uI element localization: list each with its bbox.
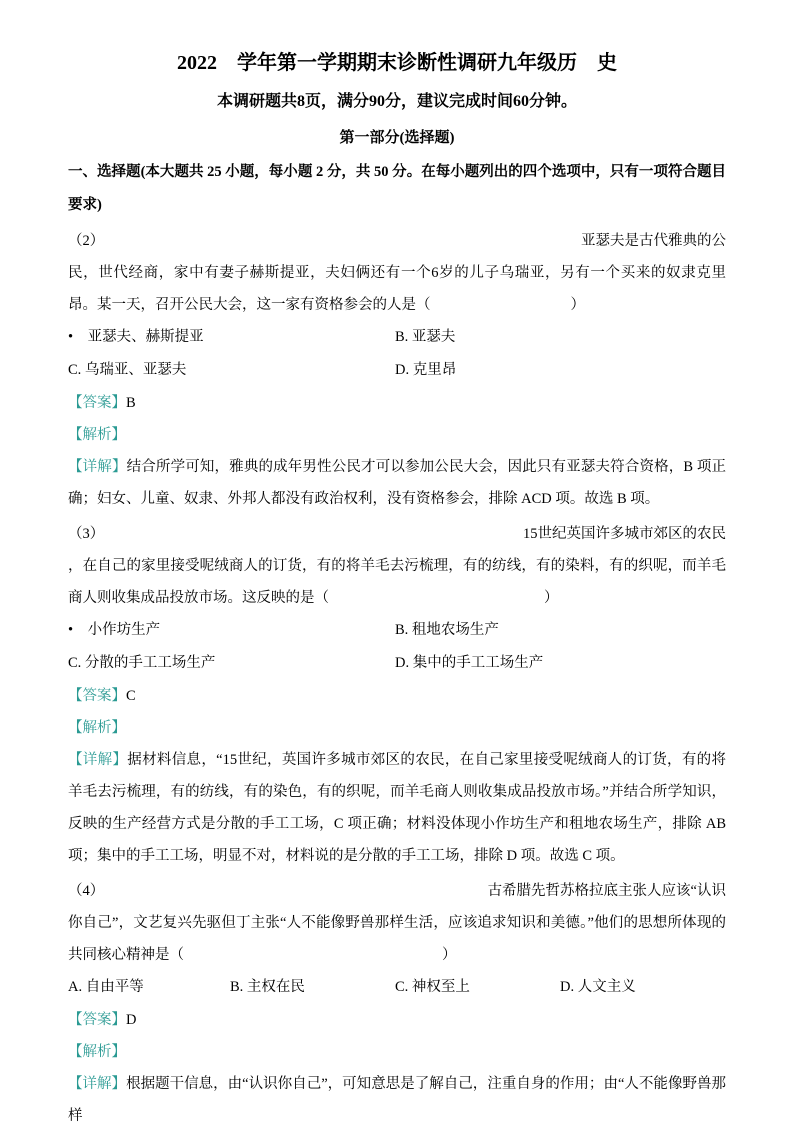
option-b: B. 主权在民	[230, 979, 305, 995]
instructions: 一、选择题(本大题共 25 小题，每小题 2 分，共 50 分。在每小题列出的四个选项中，只有一项符合题目要求)	[68, 164, 726, 213]
detail-label: 【详解】	[68, 1076, 127, 1092]
analysis-label: 【解析】	[68, 720, 126, 736]
question-stem-text: 你自己”，文艺复兴先驱但丁主张“人不能像野兽那样生活，应该追求知识和美德。”他们的思想所体现的共同核心精神是（	[68, 915, 726, 963]
analysis-label: 【解析】	[68, 427, 126, 443]
answer-blank-gap	[184, 958, 442, 959]
answer-value: B	[126, 395, 136, 411]
question-block-2	[68, 225, 726, 515]
question-lead-text: 15世纪英国许多城市郊区的农民	[523, 526, 726, 542]
page-subtitle: 本调研题共8页，满分90分，建议完成时间60分钟。	[216, 93, 577, 110]
question-block-4	[68, 875, 726, 1123]
answer-label: 【答案】	[68, 1012, 126, 1028]
answer-line	[68, 1004, 726, 1036]
option-a: • 小作坊生产	[68, 622, 161, 638]
answer-value: D	[126, 1012, 137, 1028]
question-number: （3）	[68, 526, 105, 542]
answer-blank-gap	[431, 308, 571, 309]
detail-label: 【详解】	[68, 752, 128, 768]
question-first-line	[68, 518, 726, 550]
answer-value: C	[126, 688, 136, 704]
option-b: B. 租地农场生产	[395, 622, 499, 638]
option-c: C. 神权至上	[395, 979, 470, 995]
option-a: A. 自由平等	[68, 979, 144, 995]
detail-text: 结合所学可知，雅典的成年男性公民才可以参加公民大会，因此只有亚瑟夫符合资格，B 项正确；妇女、儿童、奴隶、外邦人都没有政治权利，没有资格参会，排除 ACD 项。故选 B 项。	[68, 459, 726, 507]
option-a: • 亚瑟夫、赫斯提亚	[68, 329, 204, 345]
question-number: （4）	[68, 883, 105, 899]
question-lead-text: 古希腊先哲苏格拉底主张人应该“认识	[487, 883, 726, 899]
question-stem-text: ，在自己的家里接受呢绒商人的订货，有的将羊毛去污梳理，有的纺线，有的染料，有的织呢，而羊毛商人则收集成品投放市场。这反映的是（	[68, 558, 726, 606]
question-number: （2）	[68, 233, 105, 249]
detail-text: 据材料信息，“15世纪，英国许多城市郊区的农民，在自己家里接受呢绒商人的订货，有的将羊毛去污梳理，有的纺线，有的染色，有的织呢，而羊毛商人则收集成品投放市场。”并结合所学知识，反映的生产经营方式是分散的手工工场，C 项正确；材料没体现小作坊生产和租地农场生产，排除 AB 项；集中的手工工场，明显不对，材料说的是分散的手工工场，排除 D 项。故选 C 项。	[68, 752, 726, 864]
question-first-line	[68, 875, 726, 907]
options-grid	[68, 321, 726, 387]
option-d: D. 集中的手工工场生产	[395, 655, 544, 671]
page-title: 2022 学年第一学期期末诊断性调研九年级历 史	[177, 52, 617, 74]
options-grid	[68, 614, 726, 680]
answer-blank-gap	[329, 601, 544, 602]
detail-paragraph	[68, 1068, 726, 1123]
question-first-line	[68, 225, 726, 257]
closing-paren: ）	[442, 947, 457, 963]
answer-label: 【答案】	[68, 395, 126, 411]
question-stem-text: 民，世代经商，家中有妻子赫斯提亚，夫妇俩还有一个6岁的儿子乌瑞亚，另有一个买来的奴隶克里昂。某一天，召开公民大会，这一家有资格参会的人是（	[68, 265, 726, 313]
options-grid	[68, 971, 726, 1004]
question-body	[68, 257, 726, 321]
closing-paren: ）	[570, 297, 585, 313]
question-lead-text: 亚瑟夫是古代雅典的公	[581, 233, 726, 249]
option-d: D. 人文主义	[560, 979, 636, 995]
detail-label: 【详解】	[68, 459, 127, 475]
option-b: B. 亚瑟夫	[395, 329, 456, 345]
closing-paren: ）	[544, 590, 559, 606]
answer-line	[68, 680, 726, 712]
analysis-label: 【解析】	[68, 1044, 126, 1060]
option-d: D. 克里昂	[395, 362, 457, 378]
question-block-3	[68, 518, 726, 872]
detail-paragraph	[68, 744, 726, 872]
question-body	[68, 907, 726, 971]
option-c: C. 乌瑞亚、亚瑟夫	[68, 362, 187, 378]
question-body	[68, 550, 726, 614]
detail-text: 根据题干信息，由“认识你自己”，可知意思是了解自己，注重自身的作用；由“人不能像野兽那样	[68, 1076, 726, 1123]
detail-paragraph	[68, 451, 726, 515]
answer-label: 【答案】	[68, 688, 126, 704]
section-heading: 第一部分(选择题)	[339, 130, 455, 146]
option-c: C. 分散的手工工场生产	[68, 655, 216, 671]
answer-line	[68, 387, 726, 419]
